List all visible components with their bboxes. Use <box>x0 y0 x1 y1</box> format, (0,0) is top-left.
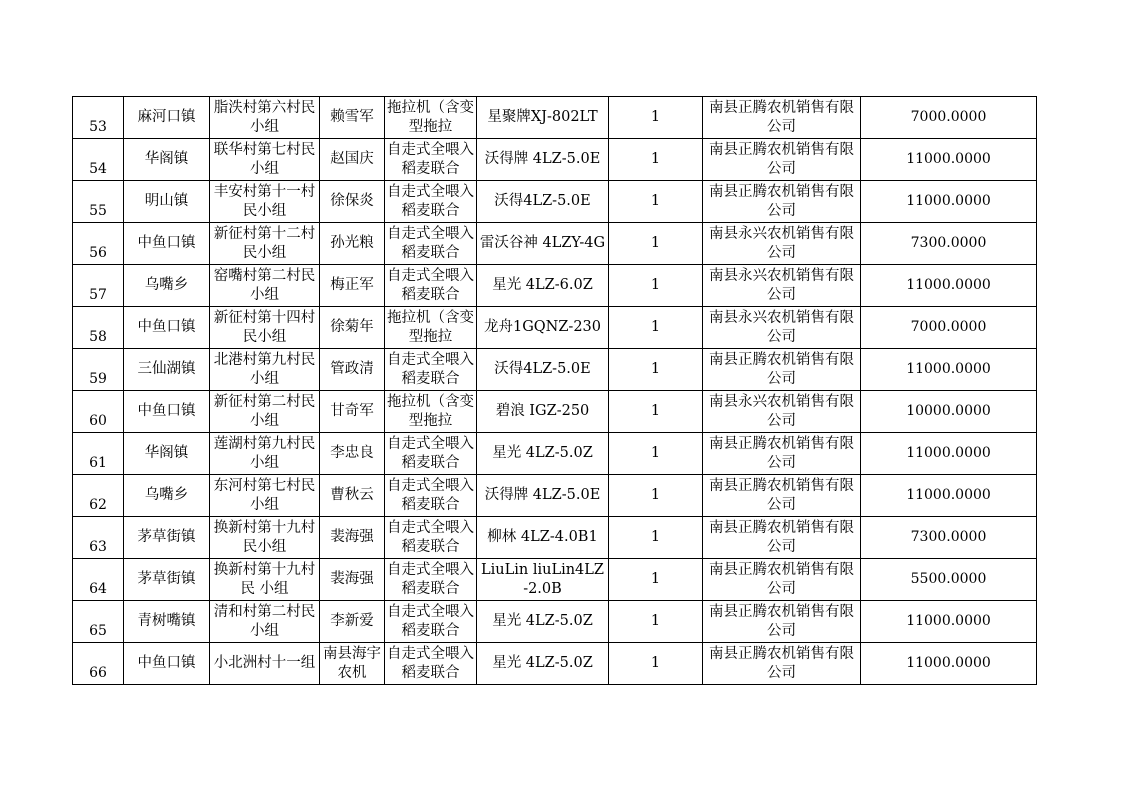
row-number-cell: 64 <box>73 559 124 601</box>
quantity-cell: 1 <box>609 181 703 223</box>
town-cell: 乌嘴乡 <box>124 265 210 307</box>
row-number-cell: 59 <box>73 349 124 391</box>
subsidy-amount-cell: 11000.0000 <box>861 139 1037 181</box>
subsidy-amount-cell: 11000.0000 <box>861 265 1037 307</box>
village-group-cell: 脂泆村第六村民小组 <box>210 97 320 139</box>
table-row <box>73 433 1037 475</box>
table-body <box>73 97 1037 685</box>
town-cell: 中鱼口镇 <box>124 643 210 685</box>
town-cell: 华阁镇 <box>124 139 210 181</box>
village-group-cell: 丰安村第十一村民小组 <box>210 181 320 223</box>
town-cell: 中鱼口镇 <box>124 307 210 349</box>
dealer-cell: 南县永兴农机销售有限公司 <box>703 307 861 349</box>
machine-type-cell: 自走式全喂入稻麦联合 <box>385 223 477 265</box>
subsidy-table <box>72 96 1037 685</box>
row-number-cell: 65 <box>73 601 124 643</box>
machine-type-cell: 自走式全喂入稻麦联合 <box>385 643 477 685</box>
village-group-cell: 小北洲村十一组 <box>210 643 320 685</box>
table-row <box>73 601 1037 643</box>
applicant-name-cell: 甘奇军 <box>320 391 385 433</box>
row-number-cell: 53 <box>73 97 124 139</box>
machine-model-cell: 星光 4LZ-6.0Z <box>477 265 609 307</box>
applicant-name-cell: 梅正军 <box>320 265 385 307</box>
row-number-cell: 63 <box>73 517 124 559</box>
dealer-cell: 南县正腾农机销售有限公司 <box>703 139 861 181</box>
applicant-name-cell: 赵国庆 <box>320 139 385 181</box>
applicant-name-cell: 曹秋云 <box>320 475 385 517</box>
row-number-cell: 56 <box>73 223 124 265</box>
applicant-name-cell: 李新爱 <box>320 601 385 643</box>
table-row <box>73 391 1037 433</box>
dealer-cell: 南县正腾农机销售有限公司 <box>703 601 861 643</box>
subsidy-amount-cell: 7300.0000 <box>861 517 1037 559</box>
machine-model-cell: 星光 4LZ-5.0Z <box>477 643 609 685</box>
village-group-cell: 东河村第七村民小组 <box>210 475 320 517</box>
dealer-cell: 南县正腾农机销售有限公司 <box>703 181 861 223</box>
village-group-cell: 新征村第二村民小组 <box>210 391 320 433</box>
table-row <box>73 181 1037 223</box>
subsidy-amount-cell: 11000.0000 <box>861 433 1037 475</box>
machine-model-cell: 沃得4LZ-5.0E <box>477 181 609 223</box>
machine-type-cell: 自走式全喂入稻麦联合 <box>385 559 477 601</box>
machine-type-cell: 自走式全喂入稻麦联合 <box>385 349 477 391</box>
town-cell: 三仙湖镇 <box>124 349 210 391</box>
row-number-cell: 66 <box>73 643 124 685</box>
dealer-cell: 南县正腾农机销售有限公司 <box>703 349 861 391</box>
machine-model-cell: 龙舟1GQNZ-230 <box>477 307 609 349</box>
machine-model-cell: 柳林 4LZ-4.0B1 <box>477 517 609 559</box>
quantity-cell: 1 <box>609 559 703 601</box>
dealer-cell: 南县正腾农机销售有限公司 <box>703 643 861 685</box>
row-number-cell: 55 <box>73 181 124 223</box>
dealer-cell: 南县永兴农机销售有限公司 <box>703 223 861 265</box>
table-row <box>73 475 1037 517</box>
village-group-cell: 窑嘴村第二村民小组 <box>210 265 320 307</box>
machine-model-cell: LiuLin liuLin4LZ-2.0B <box>477 559 609 601</box>
town-cell: 华阁镇 <box>124 433 210 475</box>
table-row <box>73 643 1037 685</box>
table-row <box>73 349 1037 391</box>
village-group-cell: 北港村第九村民小组 <box>210 349 320 391</box>
table-row <box>73 97 1037 139</box>
quantity-cell: 1 <box>609 517 703 559</box>
quantity-cell: 1 <box>609 475 703 517</box>
quantity-cell: 1 <box>609 97 703 139</box>
dealer-cell: 南县正腾农机销售有限公司 <box>703 559 861 601</box>
applicant-name-cell: 徐保炎 <box>320 181 385 223</box>
applicant-name-cell: 南县海宇农机 <box>320 643 385 685</box>
machine-type-cell: 自走式全喂入稻麦联合 <box>385 265 477 307</box>
machine-type-cell: 自走式全喂入稻麦联合 <box>385 139 477 181</box>
applicant-name-cell: 徐菊年 <box>320 307 385 349</box>
town-cell: 乌嘴乡 <box>124 475 210 517</box>
town-cell: 茅草街镇 <box>124 559 210 601</box>
machine-type-cell: 拖拉机（含变型拖拉 <box>385 391 477 433</box>
village-group-cell: 新征村第十二村民小组 <box>210 223 320 265</box>
row-number-cell: 60 <box>73 391 124 433</box>
subsidy-amount-cell: 11000.0000 <box>861 181 1037 223</box>
table-row <box>73 307 1037 349</box>
machine-model-cell: 沃得牌 4LZ-5.0E <box>477 475 609 517</box>
row-number-cell: 57 <box>73 265 124 307</box>
applicant-name-cell: 孙光粮 <box>320 223 385 265</box>
row-number-cell: 62 <box>73 475 124 517</box>
machine-type-cell: 自走式全喂入稻麦联合 <box>385 475 477 517</box>
machine-model-cell: 星聚牌XJ-802LT <box>477 97 609 139</box>
quantity-cell: 1 <box>609 349 703 391</box>
quantity-cell: 1 <box>609 307 703 349</box>
table-row <box>73 265 1037 307</box>
applicant-name-cell: 裴海强 <box>320 517 385 559</box>
subsidy-amount-cell: 11000.0000 <box>861 643 1037 685</box>
subsidy-amount-cell: 11000.0000 <box>861 349 1037 391</box>
quantity-cell: 1 <box>609 601 703 643</box>
machine-type-cell: 拖拉机（含变型拖拉 <box>385 307 477 349</box>
applicant-name-cell: 裴海强 <box>320 559 385 601</box>
machine-model-cell: 沃得4LZ-5.0E <box>477 349 609 391</box>
machine-model-cell: 星光 4LZ-5.0Z <box>477 433 609 475</box>
table-row <box>73 223 1037 265</box>
dealer-cell: 南县正腾农机销售有限公司 <box>703 97 861 139</box>
quantity-cell: 1 <box>609 223 703 265</box>
table-row <box>73 517 1037 559</box>
quantity-cell: 1 <box>609 643 703 685</box>
machine-type-cell: 自走式全喂入稻麦联合 <box>385 433 477 475</box>
applicant-name-cell: 李忠良 <box>320 433 385 475</box>
quantity-cell: 1 <box>609 391 703 433</box>
table-row <box>73 559 1037 601</box>
subsidy-amount-cell: 11000.0000 <box>861 601 1037 643</box>
machine-model-cell: 沃得牌 4LZ-5.0E <box>477 139 609 181</box>
village-group-cell: 新征村第十四村民小组 <box>210 307 320 349</box>
applicant-name-cell: 赖雪军 <box>320 97 385 139</box>
town-cell: 茅草街镇 <box>124 517 210 559</box>
dealer-cell: 南县正腾农机销售有限公司 <box>703 475 861 517</box>
subsidy-amount-cell: 7300.0000 <box>861 223 1037 265</box>
row-number-cell: 54 <box>73 139 124 181</box>
village-group-cell: 莲湖村第九村民小组 <box>210 433 320 475</box>
village-group-cell: 联华村第七村民小组 <box>210 139 320 181</box>
applicant-name-cell: 管政清 <box>320 349 385 391</box>
subsidy-amount-cell: 10000.0000 <box>861 391 1037 433</box>
subsidy-amount-cell: 7000.0000 <box>861 307 1037 349</box>
machine-type-cell: 自走式全喂入稻麦联合 <box>385 181 477 223</box>
town-cell: 中鱼口镇 <box>124 223 210 265</box>
quantity-cell: 1 <box>609 265 703 307</box>
village-group-cell: 换新村第十九村民 小组 <box>210 559 320 601</box>
village-group-cell: 换新村第十九村民小组 <box>210 517 320 559</box>
quantity-cell: 1 <box>609 139 703 181</box>
machine-model-cell: 碧浪 IGZ-250 <box>477 391 609 433</box>
dealer-cell: 南县正腾农机销售有限公司 <box>703 433 861 475</box>
dealer-cell: 南县正腾农机销售有限公司 <box>703 517 861 559</box>
town-cell: 麻河口镇 <box>124 97 210 139</box>
town-cell: 青树嘴镇 <box>124 601 210 643</box>
dealer-cell: 南县永兴农机销售有限公司 <box>703 265 861 307</box>
machine-type-cell: 自走式全喂入稻麦联合 <box>385 601 477 643</box>
village-group-cell: 清和村第二村民小组 <box>210 601 320 643</box>
subsidy-amount-cell: 5500.0000 <box>861 559 1037 601</box>
subsidy-amount-cell: 7000.0000 <box>861 97 1037 139</box>
town-cell: 中鱼口镇 <box>124 391 210 433</box>
machine-model-cell: 雷沃谷神 4LZY-4G <box>477 223 609 265</box>
dealer-cell: 南县永兴农机销售有限公司 <box>703 391 861 433</box>
subsidy-amount-cell: 11000.0000 <box>861 475 1037 517</box>
quantity-cell: 1 <box>609 433 703 475</box>
machine-type-cell: 拖拉机（含变型拖拉 <box>385 97 477 139</box>
table-row <box>73 139 1037 181</box>
row-number-cell: 61 <box>73 433 124 475</box>
town-cell: 明山镇 <box>124 181 210 223</box>
machine-model-cell: 星光 4LZ-5.0Z <box>477 601 609 643</box>
row-number-cell: 58 <box>73 307 124 349</box>
machine-type-cell: 自走式全喂入稻麦联合 <box>385 517 477 559</box>
